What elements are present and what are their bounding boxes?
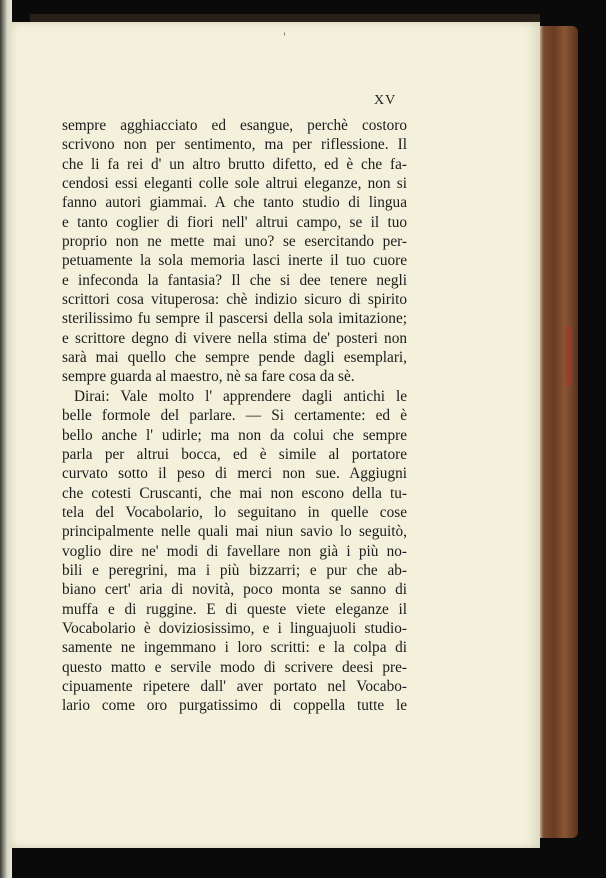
text-line: voglio dire ne' modi di favellare non già i più no- xyxy=(62,542,407,560)
text-line: che li fa rei d' un altro brutto difetto, ed è che fa- xyxy=(62,155,407,173)
text-line: fanno autori giammai. A che tanto studio di lingua xyxy=(62,194,407,212)
text-line: cipuamente ripetere dall' aver portato nel Vocabo- xyxy=(62,677,407,695)
text-line: bili e peregrini, ma i più bizzarri; e pur che ab- xyxy=(62,561,407,579)
text-line: che cotesti Cruscanti, che mai non escono della tu- xyxy=(62,484,407,502)
text-line: sempre guarda al maestro, nè sa fare cosa da sè. xyxy=(62,368,355,386)
text-line: belle formole del parlare. — Si certamente: ed è xyxy=(62,407,407,425)
text-line: biano cert' aria di novità, poco monta se sanno di xyxy=(62,581,407,599)
page-sheet xyxy=(10,22,540,848)
text-line: proprio non ne mette mai uno? se esercitando per- xyxy=(62,233,407,251)
text-line: petuamente la sola memoria lasci inerte il tuo cuore xyxy=(62,252,407,270)
text-line: curvato sotto il peso di merci non sue. Aggiugni xyxy=(62,465,407,483)
text-line: principalmente nelle quali mai niun savio lo seguitò, xyxy=(62,523,407,541)
text-line: lario come oro purgatissimo di coppella tutte le xyxy=(62,697,407,715)
text-line: e infeconda la fantasia? Il che si dee tenere negli xyxy=(62,271,407,289)
ink-mark: ' xyxy=(283,32,286,43)
text-line: questo matto e servile modo di scrivere deesi pre- xyxy=(62,658,407,676)
text-line: cendosi essi eleganti colle sole altrui eleganze, non si xyxy=(62,175,407,193)
body-text xyxy=(62,116,407,716)
text-line: Vocabolario è doviziosissimo, e i linguajuoli studio- xyxy=(62,619,407,637)
text-line: scrivono non per sentimento, ma per riflessione. Il xyxy=(62,136,407,154)
text-line: sarà mai quello che sempre pende dagli esemplari, xyxy=(62,349,407,367)
paragraph-start-line: Dirai: Vale molto l' apprendere dagli antichi le xyxy=(74,387,407,405)
text-line: sterilissimo fu sempre il pascersi della sola imitazione; xyxy=(62,310,407,328)
text-line: sempre agghiacciato ed esangue, perchè costoro xyxy=(62,117,407,134)
text-line: e tanto coglier di fiori nell' altrui campo, se il tuo xyxy=(62,213,407,231)
text-line: parla per altrui bocca, ed è simile al portatore xyxy=(62,445,407,463)
book-cover-edge xyxy=(534,26,578,838)
page-number: XV xyxy=(374,93,397,108)
text-line: scrittori cosa vituperosa: chè indizio sicuro di spirito xyxy=(62,291,407,309)
text-line: bello anche l' udirle; ma non da colui che sempre xyxy=(62,426,407,444)
text-line: tela del Vocabolario, lo seguitano in quelle cose xyxy=(62,503,407,521)
text-line: e scrittore degno di vivere nella stima de' posteri non xyxy=(62,329,407,347)
text-line: samente ne ingemmano i loro scritti: e la colpa di xyxy=(62,639,407,657)
text-line: muffa e di ruggine. E di queste viete eleganze il xyxy=(62,600,407,618)
